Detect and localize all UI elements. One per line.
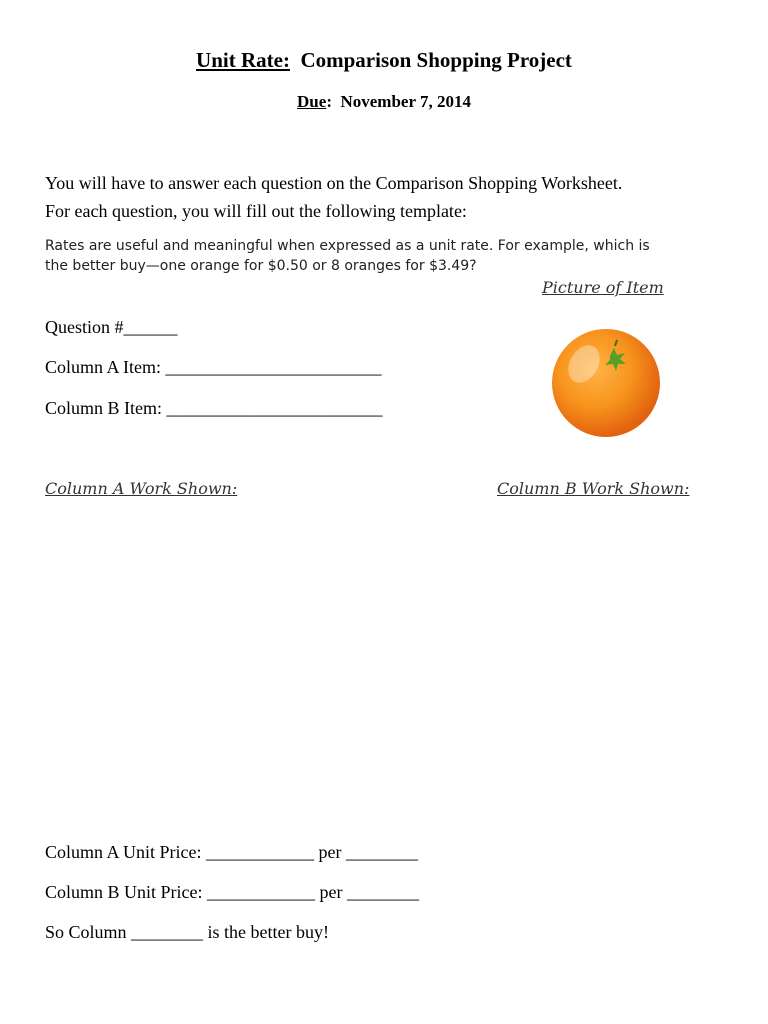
orange-body <box>552 329 660 437</box>
column-b-item-field: Column B Item: ________________________ <box>45 398 383 418</box>
page-title <box>0 48 768 73</box>
orange-icon <box>548 324 664 440</box>
column-b-work-label: Column B Work Shown: <box>497 479 690 498</box>
picture-label: Picture of Item <box>542 278 664 297</box>
column-a-item-field: Column A Item: ________________________ <box>45 357 382 377</box>
column-b-unit-price-field: Column B Unit Price: ____________ per ________ <box>45 882 419 902</box>
question-number-field: Question #______ <box>45 317 178 337</box>
due-value: November 7, 2014 <box>340 92 471 111</box>
instructions-line-1: You will have to answer each question on the Comparison Shopping Worksheet. <box>45 173 623 193</box>
instructions-line-2: For each question, you will fill out the following template: <box>45 201 467 221</box>
due-date: Due: November 7, 2014 <box>297 92 471 111</box>
example-line-2: the better buy—one orange for $0.50 or 8 oranges for $3.49? <box>45 258 477 274</box>
title-label: Unit Rate: <box>196 48 290 72</box>
column-a-work-label: Column A Work Shown: <box>45 479 238 498</box>
title-text: Comparison Shopping Project <box>300 48 572 72</box>
example-line-1: Rates are useful and meaningful when expressed as a unit rate. For example, which is <box>45 238 650 254</box>
due-label: Due <box>297 92 327 111</box>
column-a-unit-price-field: Column A Unit Price: ____________ per ________ <box>45 842 418 862</box>
better-buy-conclusion: So Column ________ is the better buy! <box>45 922 329 942</box>
